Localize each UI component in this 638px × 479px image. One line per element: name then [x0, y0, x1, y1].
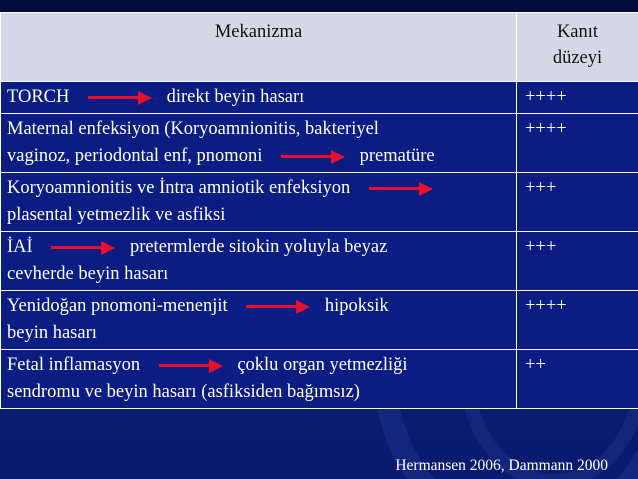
row-mechanism: [1, 291, 517, 350]
table-row: [1, 232, 638, 291]
header-mechanism: Mekanizma: [1, 13, 517, 82]
citation-footer: Hermansen 2006, Dammann 2000: [395, 457, 608, 474]
row-text: İAİ: [7, 237, 33, 257]
row-text: Yenidoğan pnomoni-menenjit: [7, 296, 228, 316]
row-mechanism: [1, 82, 517, 114]
header-evidence-level: [517, 13, 638, 82]
table-row: [1, 173, 638, 232]
row-text: vaginoz, periodontal enf, pnomoni: [7, 146, 263, 166]
table-row: [1, 350, 638, 409]
right-arrow-icon: [246, 302, 310, 312]
row-text: plasental yetmezlik ve asfiksi: [7, 205, 226, 225]
row-mechanism: [1, 232, 517, 291]
row-evidence-level: +++: [517, 232, 638, 291]
mechanism-table: [0, 12, 638, 409]
row-evidence-level: ++++: [517, 114, 638, 173]
row-text: çoklu organ yetmezliği: [237, 355, 408, 375]
table-row: [1, 114, 638, 173]
row-mechanism: [1, 114, 517, 173]
row-evidence-level: +++: [517, 173, 638, 232]
top-bar: [0, 0, 638, 12]
row-text: cevherde beyin hasarı: [7, 264, 169, 284]
table-header-row: [1, 13, 638, 82]
row-mechanism: [1, 350, 517, 409]
row-text: beyin hasarı: [7, 323, 97, 343]
row-text: direkt beyin hasarı: [166, 87, 305, 107]
row-mechanism: [1, 173, 517, 232]
right-arrow-icon: [281, 152, 345, 162]
right-arrow-icon: [369, 184, 433, 194]
row-evidence-level: ++++: [517, 291, 638, 350]
header-evidence-line1: Kanıt: [556, 22, 599, 42]
row-text: prematüre: [359, 146, 435, 166]
row-text: TORCH: [7, 87, 70, 107]
row-evidence-level: ++: [517, 350, 638, 409]
row-evidence-level: ++++: [517, 82, 638, 114]
row-text: hipoksik: [324, 296, 389, 316]
row-text: Maternal enfeksiyon (Koryoamnionitis, bakteriyel: [7, 119, 379, 139]
table-row: [1, 291, 638, 350]
right-arrow-icon: [51, 243, 115, 253]
row-text: Koryoamnionitis ve İntra amniotik enfeksiyon: [7, 178, 351, 198]
row-text: Fetal inflamasyon: [7, 355, 141, 375]
row-text: pretermlerde sitokin yoluyla beyaz: [129, 237, 388, 257]
table-row: [1, 82, 638, 114]
right-arrow-icon: [88, 93, 152, 103]
row-text: sendromu ve beyin hasarı (asfiksiden bağımsız): [7, 382, 360, 402]
header-evidence-line2: düzeyi: [552, 48, 603, 68]
right-arrow-icon: [159, 361, 223, 371]
